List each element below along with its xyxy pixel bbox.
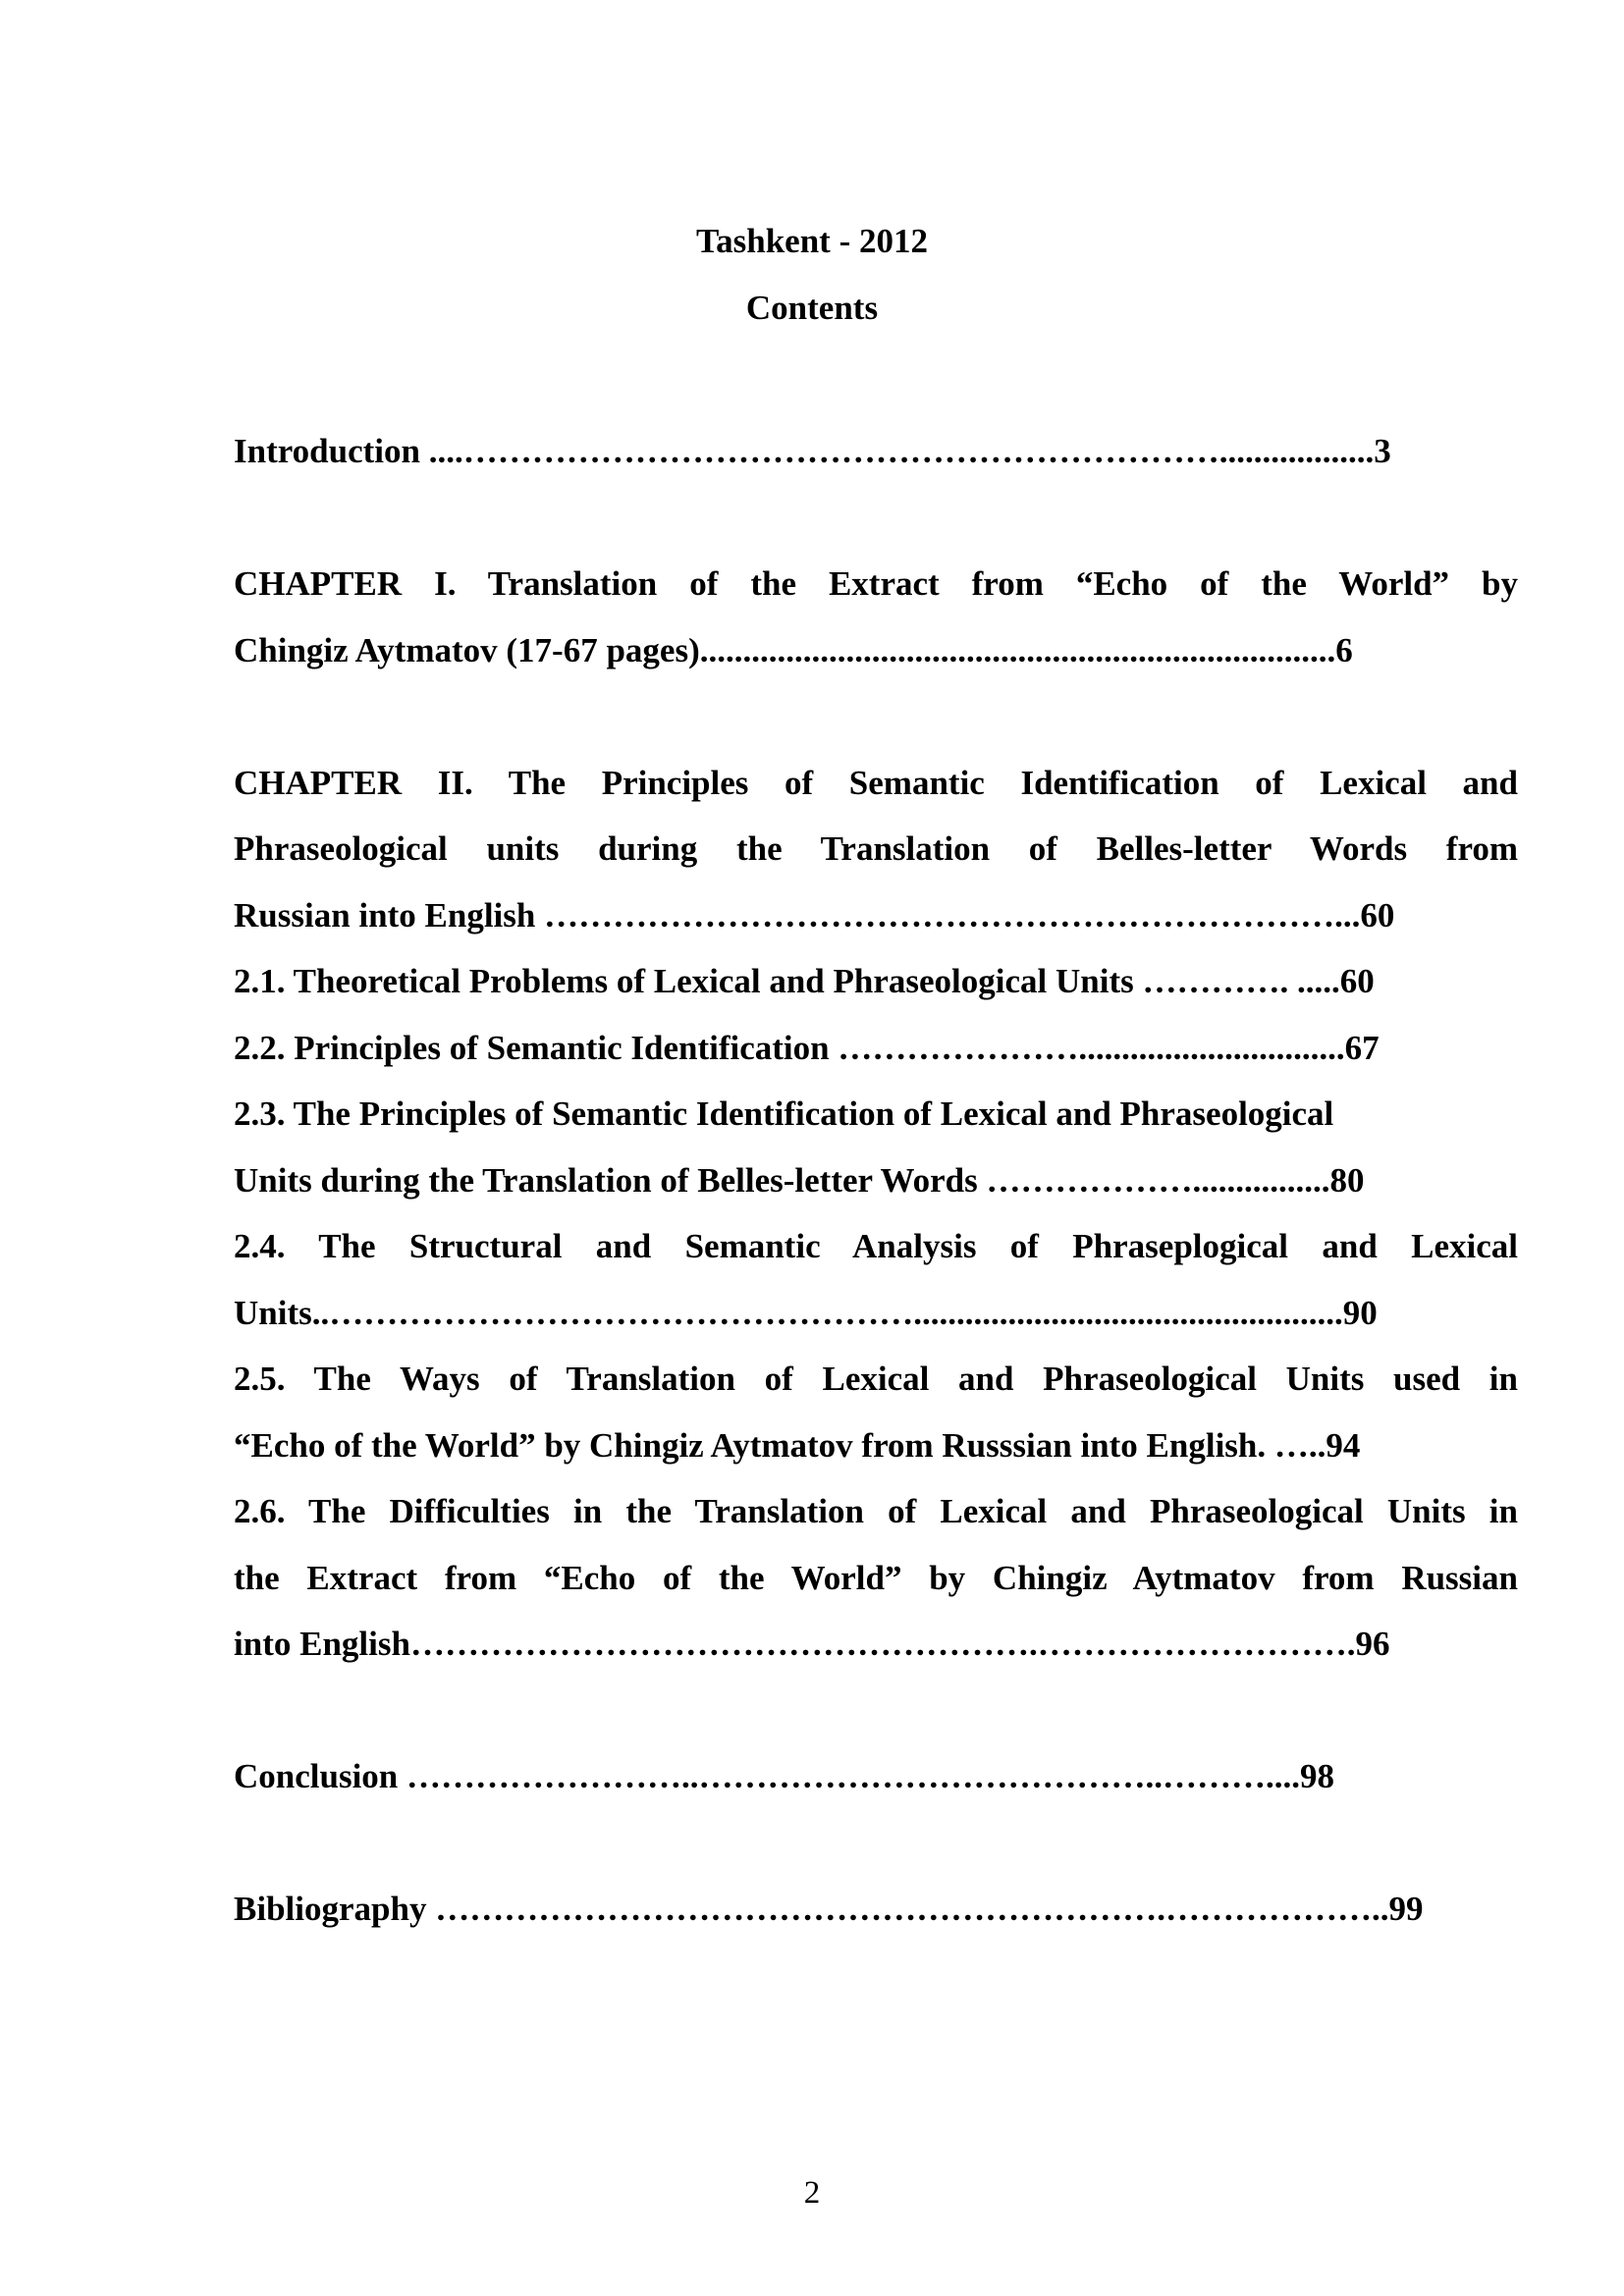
toc-entry-chapter-1-cont: Chingiz Aytmatov (17-67 pages)..........................................................................6	[234, 630, 1353, 669]
toc-entry-section-2-5: 2.5. The Ways of Translation of Lexical and Phraseological Units used in	[234, 1360, 1518, 1398]
toc-spacer	[234, 1810, 1518, 1877]
toc-entry-section-2-5-cont: “Echo of the World” by Chingiz Aytmatov from Russsian into English. …..94	[234, 1425, 1361, 1465]
toc-entry-section-2-4: 2.4. The Structural and Semantic Analysis of Phraseplogical and Lexical	[234, 1227, 1518, 1265]
toc-entry-conclusion: Conclusion ……………………..…………………………………..………....98	[234, 1757, 1335, 1795]
toc-spacer	[234, 683, 1518, 750]
toc-entry-section-2-2: 2.2. Principles of Semantic Identification …………………...............................67	[234, 1028, 1380, 1067]
toc-entry-section-2-6-cont: into English……………………………………………….……………………….96	[234, 1625, 1390, 1663]
toc-entry-chapter-2: CHAPTER II. The Principles of Semantic Identification of Lexical and	[234, 763, 1518, 802]
toc-entry-section-2-6-cont: the Extract from “Echo of the World” by Chingiz Aytmatov from Russian	[234, 1558, 1518, 1597]
toc-entry-section-2-3: 2.3. The Principles of Semantic Identification of Lexical and Phraseological	[234, 1095, 1334, 1133]
toc-entry-chapter-2-cont: Russian into English ……………………………………………………………...60	[234, 895, 1395, 934]
city-year-heading: Tashkent - 2012	[696, 222, 928, 260]
toc-entry-section-2-6: 2.6. The Difficulties in the Translation of Lexical and Phraseological Units in	[234, 1492, 1518, 1530]
toc-entry-section-2-1: 2.1. Theoretical Problems of Lexical and Phraseological Units …………. .....60	[234, 962, 1375, 1000]
contents-heading: Contents	[745, 289, 879, 327]
table-of-contents	[234, 418, 1518, 1943]
toc-entry-section-2-4-cont: Units..……………………………………………..................................................90	[234, 1293, 1378, 1332]
toc-entry-introduction: Introduction ....…………………………………………………………..................3	[234, 432, 1391, 470]
toc-entry-section-2-3-cont: Units during the Translation of Belles-letter Words ………………................80	[234, 1160, 1365, 1200]
toc-spacer	[234, 1678, 1518, 1744]
toc-entry-bibliography: Bibliography ……………………………………………………….………………..99	[234, 1890, 1424, 1928]
toc-entry-chapter-2-cont: Phraseological units during the Translation of Belles-letter Words from	[234, 829, 1518, 868]
toc-spacer	[234, 485, 1518, 552]
toc-entry-chapter-1: CHAPTER I. Translation of the Extract from “Echo of the World” by	[234, 564, 1518, 603]
page-number: 2	[803, 2175, 821, 2211]
